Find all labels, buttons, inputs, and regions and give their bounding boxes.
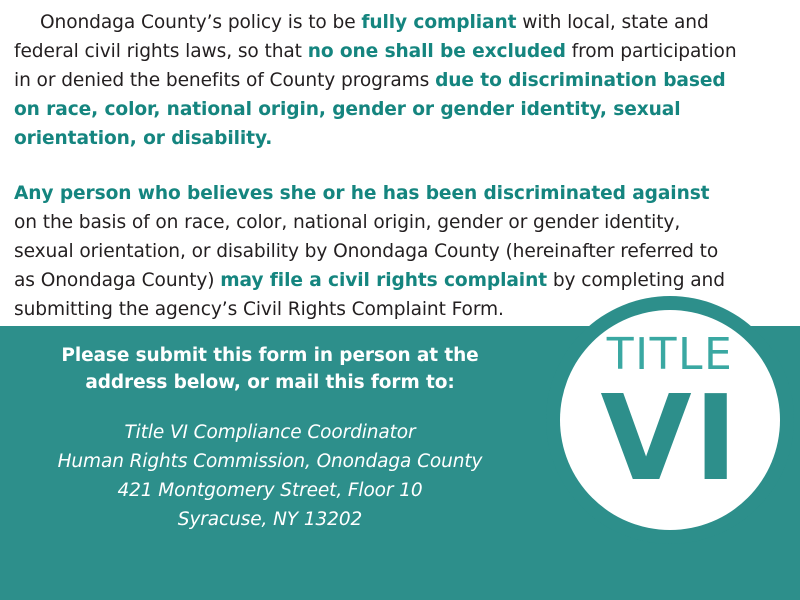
paragraph1-segment-3: no one shall be excluded bbox=[307, 41, 566, 62]
address-line-3: 421 Montgomery Street, Floor 10 bbox=[117, 480, 423, 501]
submission-info-content bbox=[0, 326, 540, 600]
paragraph1-segment-4: from participation in or denied the benefits of County programs bbox=[14, 41, 737, 91]
paragraph1-segment-0: Onondaga County’s policy is to be bbox=[40, 12, 362, 33]
paragraph1-segment-1: fully compliant bbox=[361, 12, 517, 33]
logo-inner-circle bbox=[560, 310, 780, 530]
paragraph2-segment-2: may file a civil rights complaint bbox=[220, 270, 548, 291]
logo-title-text: TITLE bbox=[606, 329, 734, 380]
paragraph-policy-statement bbox=[14, 8, 738, 153]
paragraph2-segment-1: on the basis of on race, color, national origin, gender or gender identity, sexual orientation, or disability by Onondaga County (hereinafter referred to as Onondaga County) bbox=[14, 212, 719, 291]
address-line-2: Human Rights Commission, Onondaga County bbox=[57, 451, 483, 472]
paragraph2-segment-3: by completing and submitting the agency’s Civil Rights Complaint Form. bbox=[14, 270, 725, 320]
paragraph1-segment-5: due to discrimination based on race, color, national origin, gender or gender identity, sexual orientation, or disability. bbox=[14, 70, 726, 149]
title-six-logo bbox=[546, 296, 794, 544]
submission-instruction-line1: Please submit this form in person at the bbox=[61, 345, 479, 366]
address-line-4: Syracuse, NY 13202 bbox=[177, 509, 363, 530]
mailing-address bbox=[0, 418, 540, 534]
submission-instruction bbox=[50, 342, 490, 396]
paragraph2-segment-0: Any person who believes she or he has been discriminated against bbox=[14, 183, 710, 204]
submission-instruction-line2: address below, or mail this form to: bbox=[85, 372, 455, 393]
paragraph1-segment-2: with local, state and federal civil rights laws, so that bbox=[14, 12, 709, 62]
logo-vi-text: VI bbox=[600, 369, 740, 507]
address-line-1: Title VI Compliance Coordinator bbox=[124, 422, 416, 443]
